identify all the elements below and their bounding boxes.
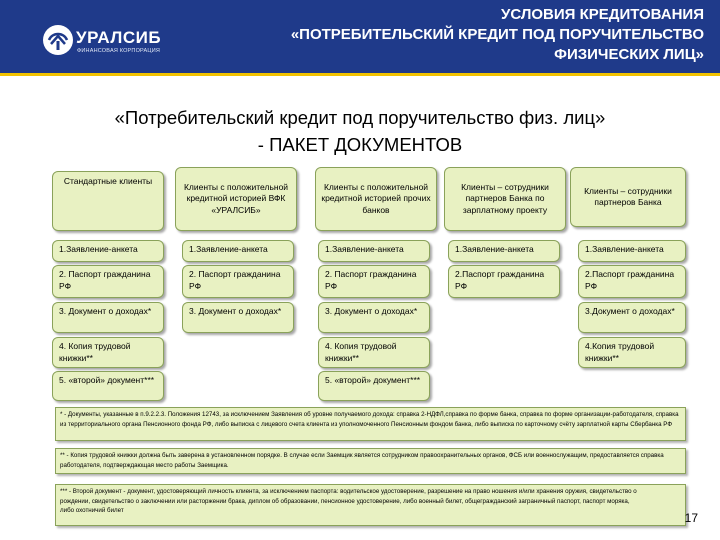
doc-passport: 2. Паспорт гражданина РФ	[52, 265, 164, 298]
slide-title	[20, 104, 700, 158]
doc-income-proof: 3. Документ о доходах*	[318, 302, 430, 333]
header-title-line: ФИЗИЧЕСКИХ ЛИЦ»	[554, 46, 704, 63]
doc-application-form: 1.Заявление-анкета	[52, 240, 164, 262]
footnote-income-docs: * - Документы, указанные в п.9.2.2.3. Положения 12743, за исключением Заявления об уровне получаемого дохода: справка 2-НДФЛ,справка по форме банка, справка по форме организации-работодателя, справка из территориального органа Пенсионного фонда РФ, либо выписка с лицевого счета клиента из уполномоченного Пенсионным фондом банка, либо выписка по карточному счёту зарплатной карты Сбербанка РФ	[55, 407, 686, 441]
doc-employment-record: 4. Копия трудовой книжки**	[52, 337, 164, 368]
column-header-other-banks-history: Клиенты с положительной кредитной историей прочих банков	[315, 167, 437, 231]
header-accent-line	[0, 73, 720, 76]
column-header-salary-partners: Клиенты – сотрудники партнеров Банка по зарплатному проекту	[444, 167, 566, 231]
doc-employment-record: 4.Копия трудовой книжки**	[578, 337, 686, 368]
doc-income-proof: 3. Документ о доходах*	[182, 302, 294, 333]
slide-title-line: - ПАКЕТ ДОКУМЕНТОВ	[257, 134, 463, 155]
footnote-second-document: *** - Второй документ - документ, удостоверяющий личность клиента, за исключением паспорта: водительское удостоверение, разрешение на право ношения и/или хранения оружия, свидетельство о рождении, свидетельство о заключении или расторжении брака, диплом об образовании, пенсионное удостоверение, либо военный билет, общегражданский заграничный паспорт, паспорт моряка, либо охотничий билет	[55, 484, 686, 526]
column-header-bank-partners: Клиенты – сотрудники партнеров Банка	[570, 167, 686, 227]
logo-subtitle: ФИНАНСОВАЯ КОРПОРАЦИЯ	[77, 48, 161, 54]
doc-application-form: 1.Заявление-анкета	[578, 240, 686, 262]
doc-income-proof: 3. Документ о доходах*	[52, 302, 164, 333]
company-logo	[42, 24, 192, 58]
doc-passport: 2.Паспорт гражданина РФ	[578, 265, 686, 298]
doc-second-document: 5. «второй» документ***	[52, 371, 164, 401]
header-title-line: «ПОТРЕБИТЕЛЬСКИЙ КРЕДИТ ПОД ПОРУЧИТЕЛЬСТВО	[290, 26, 704, 43]
column-header-standard: Стандартные клиенты	[52, 171, 164, 231]
slide-title-line: «Потребительский кредит под поручительство физ. лиц»	[114, 107, 606, 128]
doc-application-form: 1.Заявление-анкета	[318, 240, 430, 262]
footnote-employment-record: ** - Копия трудовой книжки должна быть заверена в установленном порядке. В случае если Заемщик является сотрудником правоохранительных органов, ФСБ или военнослужащим, предоставляется справка работодателя, подтверждающая место работы Заемщика.	[55, 448, 686, 474]
doc-application-form: 1.Заявление-анкета	[448, 240, 560, 262]
header-title	[204, 5, 704, 65]
page-number: 17	[684, 511, 698, 525]
logo-emblem-icon	[42, 24, 74, 56]
doc-passport: 2. Паспорт гражданина РФ	[182, 265, 294, 298]
doc-passport: 2.Паспорт гражданина РФ	[448, 265, 560, 298]
doc-second-document: 5. «второй» документ***	[318, 371, 430, 401]
doc-employment-record: 4. Копия трудовой книжки**	[318, 337, 430, 368]
header-banner	[0, 0, 720, 73]
doc-income-proof: 3.Документ о доходах*	[578, 302, 686, 333]
header-title-line: УСЛОВИЯ КРЕДИТОВАНИЯ	[501, 6, 704, 23]
doc-application-form: 1.Заявление-анкета	[182, 240, 294, 262]
column-header-uralsib-history: Клиенты с положительной кредитной историей ВФК «УРАЛСИБ»	[175, 167, 297, 231]
doc-passport: 2. Паспорт гражданина РФ	[318, 265, 430, 298]
logo-name: УРАЛСИБ	[76, 28, 162, 47]
